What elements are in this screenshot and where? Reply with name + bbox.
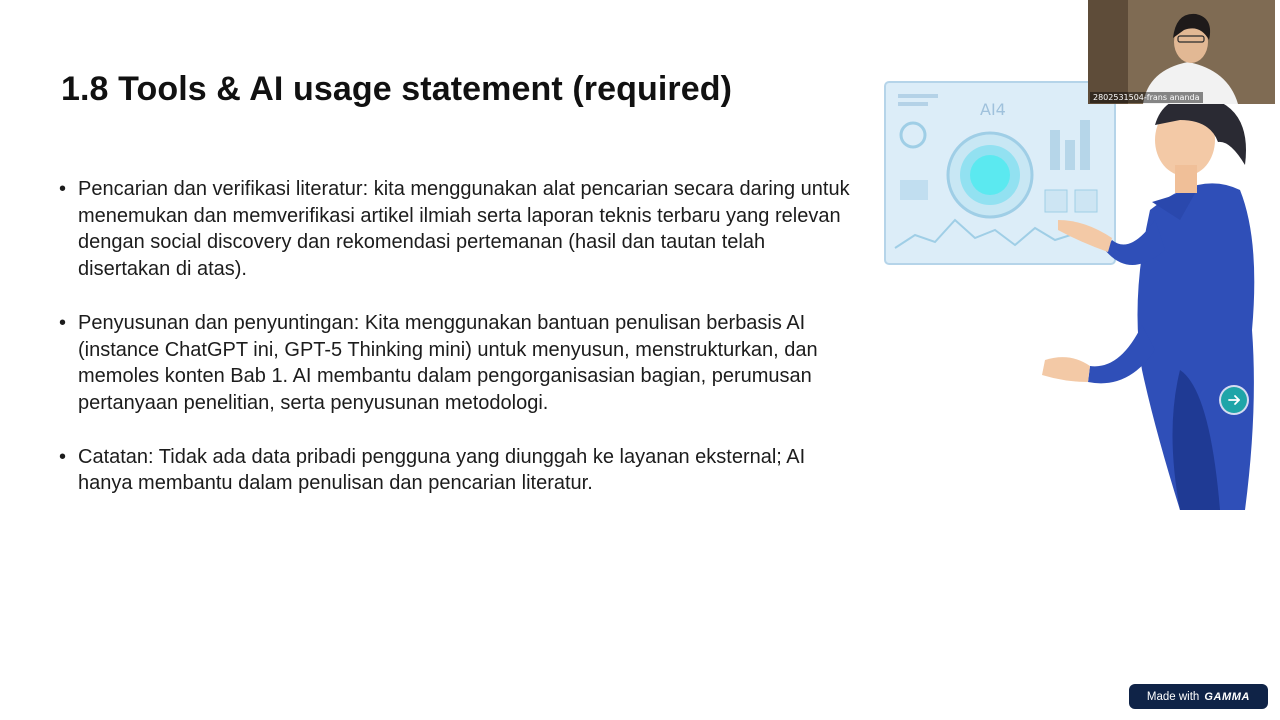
participant-video-feed	[1088, 0, 1275, 104]
bullet-item	[58, 176, 858, 283]
participant-name: 2802531504-frans ananda	[1090, 92, 1203, 103]
arrow-right-icon	[1227, 393, 1241, 407]
bullet-item	[58, 310, 858, 417]
screen-label: AI4	[980, 100, 1006, 119]
slide-title: 1.8 Tools & AI usage statement (required)	[61, 70, 733, 108]
bullet-text: Pencarian dan verifikasi literatur: kita menggunakan alat pencarian secara daring untuk menemukan dan memverifikasi artikel ilmiah serta laporan teknis terbaru yang relevan dengan social discovery dan rekomendasi pertemanan (hasil dan tautan telah disertakan di atas).	[78, 178, 850, 281]
bullet-marker: •	[59, 445, 67, 468]
badge-prefix: Made with	[1146, 690, 1200, 703]
bullet-text: Catatan: Tidak ada data pribadi pengguna yang diunggah ke layanan eksternal; AI hanya membantu dalam penulisan dan pencarian literatur.	[78, 445, 806, 495]
bullet-text: Penyusunan dan penyuntingan: Kita menggunakan bantuan penulisan berbasis AI (instance ChatGPT ini, GPT-5 Thinking mini) untuk menyusun, menstrukturkan, dan memoles konten Bab 1. AI membantu dalam pengorganisasian bagian, perumusan pertanyaan penelitian, serta penyusunan metodologi.	[78, 311, 818, 414]
presenter-illustration	[880, 70, 1280, 515]
bullet-marker: •	[59, 178, 67, 200]
bullet-marker: •	[59, 311, 67, 334]
made-with-gamma-badge[interactable]	[1129, 684, 1268, 709]
next-slide-button[interactable]	[1221, 387, 1247, 413]
participant-video-tile[interactable]	[1088, 0, 1275, 104]
bullet-list	[58, 176, 858, 497]
badge-brand: GAMMA	[1204, 690, 1251, 703]
bullet-item	[58, 444, 858, 497]
